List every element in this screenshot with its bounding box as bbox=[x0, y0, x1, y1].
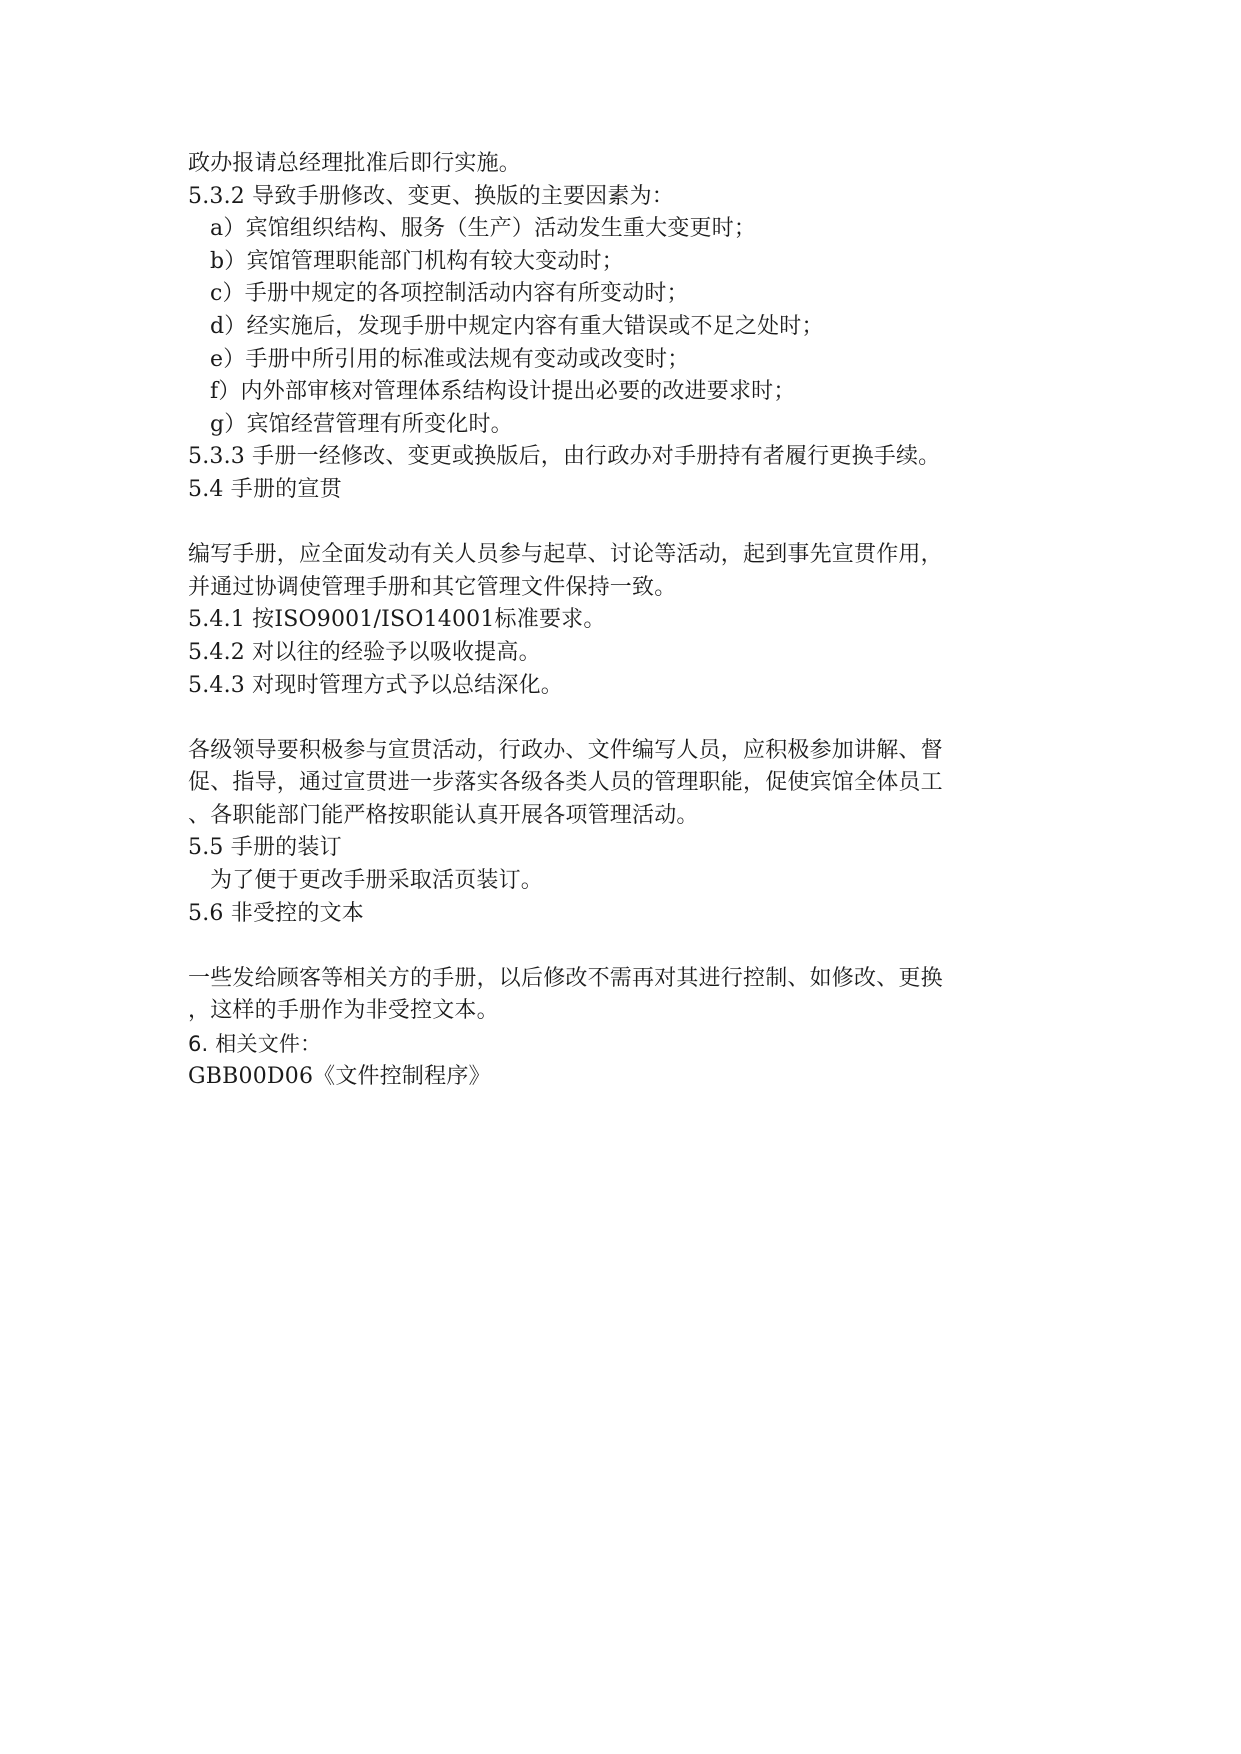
section-heading-5-6: 5.6 非受控的文本 bbox=[188, 900, 364, 926]
list-item-e: e）手册中所引用的标准或法规有变动或改变时； bbox=[210, 346, 690, 372]
list-item-a: a）宾馆组织结构、服务（生产）活动发生重大变更时； bbox=[210, 216, 757, 242]
paragraph-line: ，这样的手册作为非受控文本。 bbox=[188, 998, 499, 1024]
document-body bbox=[188, 148, 1068, 1093]
paragraph-line: 各级领导要积极参与宣贯活动，行政办、文件编写人员，应积极参加讲解、督 bbox=[188, 737, 943, 763]
blank-line bbox=[188, 702, 1068, 735]
section-heading-5-4-1: 5.4.1 按ISO9001/ISO14001标准要求。 bbox=[188, 607, 606, 633]
blank-line bbox=[188, 930, 1068, 963]
list-item-f: f）内外部审核对管理体系结构设计提出必要的改进要求时； bbox=[210, 379, 796, 405]
section-heading-5-5: 5.5 手册的装订 bbox=[188, 835, 342, 861]
paragraph-line: 并通过协调使管理手册和其它管理文件保持一致。 bbox=[188, 574, 677, 600]
section-heading-6: 6. 相关文件： bbox=[188, 1032, 322, 1057]
blank-line bbox=[188, 507, 1068, 540]
list-item-c: c）手册中规定的各项控制活动内容有所变动时； bbox=[210, 281, 689, 307]
paragraph-line: 、各职能部门能严格按职能认真开展各项管理活动。 bbox=[188, 802, 699, 828]
section-heading-5-4: 5.4 手册的宣贯 bbox=[188, 476, 342, 502]
list-item-d: d）经实施后，发现手册中规定内容有重大错误或不足之处时； bbox=[210, 313, 824, 339]
reference-document: GBB00D06《文件控制程序》 bbox=[188, 1063, 491, 1089]
paragraph-line: 促、指导，通过宣贯进一步落实各级各类人员的管理职能，促使宾馆全体员工 bbox=[188, 770, 943, 796]
list-item-b: b）宾馆管理职能部门机构有较大变动时； bbox=[210, 248, 624, 274]
paragraph-line: 政办报请总经理批准后即行实施。 bbox=[188, 151, 522, 176]
section-heading-5-3-2: 5.3.2 导致手册修改、变更、换版的主要因素为： bbox=[188, 183, 674, 209]
paragraph-line: 为了便于更改手册采取活页装订。 bbox=[210, 868, 544, 894]
section-heading-5-4-2: 5.4.2 对以往的经验予以吸收提高。 bbox=[188, 639, 541, 665]
list-item-g: g）宾馆经营管理有所变化时。 bbox=[210, 411, 513, 437]
paragraph-line: 一些发给顾客等相关方的手册，以后修改不需再对其进行控制、如修改、更换 bbox=[188, 965, 943, 991]
paragraph-line: 编写手册，应全面发动有关人员参与起草、讨论等活动，起到事先宣贯作用， bbox=[188, 542, 943, 568]
section-heading-5-4-3: 5.4.3 对现时管理方式予以总结深化。 bbox=[188, 672, 563, 698]
section-heading-5-3-3: 5.3.3 手册一经修改、变更或换版后，由行政办对手册持有者履行更换手续。 bbox=[188, 444, 941, 470]
